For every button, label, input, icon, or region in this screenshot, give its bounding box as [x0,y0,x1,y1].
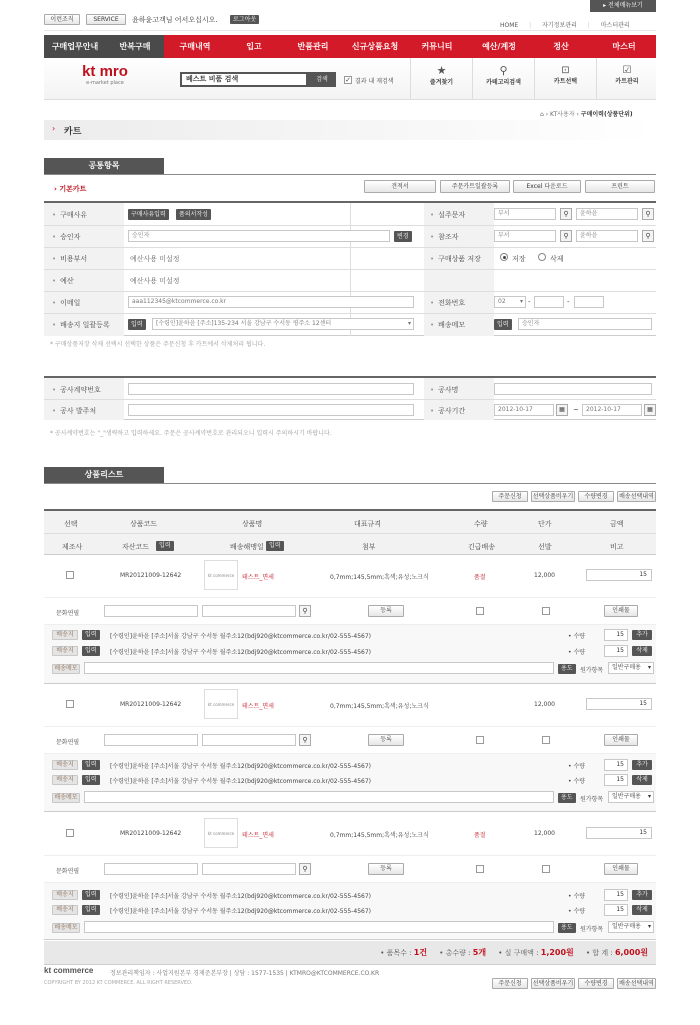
cart-select-label: 카트선택 [553,78,578,85]
approver-label: • 승인자 [52,232,80,242]
designer-name-search-icon[interactable]: ⚲ [642,208,654,220]
col-qty: 수량 [474,520,488,528]
ship-tag: 배송지 [52,890,78,900]
account-label: 원가항목 [580,796,604,803]
asset-code-field[interactable] [104,734,198,746]
product-section-title: 상품리스트 [44,467,164,483]
ship-tag: 배송지 [52,760,78,770]
nav-settlement[interactable]: 정산 [553,42,569,51]
col-note: 비고 [610,543,624,551]
service-tab[interactable]: SERVICE [86,14,126,25]
contract-company-field[interactable] [128,404,414,416]
date-from-field[interactable]: 2012-10-17 [494,404,554,416]
product-thumbnail[interactable]: kt commerce [204,689,238,719]
summary-items-label: • 품목수 : [380,949,412,957]
urgent-checkbox[interactable] [476,865,484,873]
row-select-checkbox[interactable] [66,829,74,837]
ship-qty-field[interactable]: 15 [604,645,628,657]
product-table-header [44,509,656,555]
favorites-label: 즐겨찾기 [429,79,454,86]
col-asset-code: 자산코드 [122,543,150,551]
product-spec: 0,7mm;145,5mm;흑색;유성;노크식 [330,832,429,839]
phone-prefix-value: 02 [498,298,506,305]
date-to-field[interactable]: 2012-10-17 [582,404,642,416]
calendar-icon[interactable]: ▦ [556,404,568,416]
maker-label: 문화연필 [56,739,80,746]
site-tab[interactable]: 이런조직 [44,14,80,25]
contract-company-label: • 공사 발주처 [52,406,96,416]
ship-qty-label: • 수량 [568,763,586,770]
ref-name-search-icon[interactable]: ⚲ [642,230,654,242]
ship-tag: 배송지 [52,905,78,915]
summary-total-label: • 합 계 : [586,949,613,957]
unit-price: 12,000 [534,701,555,708]
col-code: 상품코드 [130,520,158,528]
approval-doc-button[interactable]: 품의서작성 [176,209,211,220]
col-name: 상품명 [242,520,263,528]
home-icon: ⌂ [540,111,544,118]
search-icon[interactable]: ⚲ [299,863,311,875]
addr-input-button[interactable]: 입력 [128,319,146,330]
account-select[interactable] [608,791,654,803]
ref-dept-field[interactable]: 부서 [494,230,556,242]
ship-address: [수령인]윤하윤 [주소]서울 강남구 수서동 월주소12(bdj920@ktcommerce.co.kr/02-555-4567) [110,649,372,656]
nav-master[interactable]: 마스터 [612,42,636,51]
col-choice: 선발 [538,543,552,551]
chevron-down-icon: ▾ [647,793,651,800]
account-select[interactable] [608,921,654,933]
print-button[interactable]: 프린트 [585,180,655,193]
magnifier-icon: ⚲ [499,64,508,77]
budget-label: • 예산 [52,276,74,286]
account-tag: 용도 [558,923,576,933]
designer-label: • 설주문자 [430,210,465,220]
product-row [44,556,656,684]
calendar-icon[interactable]: ▦ [644,404,656,416]
ship-qty-label: • 수량 [568,649,586,656]
chevron-down-icon: ▾ [647,664,651,671]
search-icon[interactable]: ⚲ [299,734,311,746]
summary-bar [44,941,656,965]
search-button[interactable]: 검색 [308,72,336,87]
col-amount: 금액 [610,520,624,528]
breadcrumb-item-2[interactable]: 구매이력(상품단위) [580,111,633,118]
nav-receipt[interactable]: 입고 [246,42,262,51]
product-thumbnail[interactable]: kt commerce [204,818,238,848]
cost-dept-value: 예산사용 미설정 [130,255,180,263]
summary-items-value: 1건 [413,948,428,957]
category-search-button[interactable] [473,58,535,99]
choice-checkbox[interactable] [542,736,550,744]
ship-qty-field[interactable]: 15 [604,904,628,916]
delete-radio-label: 삭제 [550,255,564,263]
asset-code-field[interactable] [104,605,198,617]
search-input[interactable]: 베스트 비품 검색 [180,72,308,87]
contract-form: • 공사계약번호 • 공사명 • 공사 발주처 • 공사기간 2012-10-17 ▦ ~ 2012-10-17 ▦ [44,376,656,420]
empty-selected-button[interactable]: 선택상품비우기 [532,493,574,500]
ship-address: [수령인]윤하윤 [주소]서울 강남구 수서동 월주소12(bdj920@ktcommerce.co.kr/02-555-4567) [110,763,372,770]
delete-radio[interactable] [538,253,546,261]
phone-mid-field[interactable] [534,296,564,308]
designer-dept-field[interactable]: 부서 [494,208,556,220]
qty-change-button[interactable]: 수량변경 [578,978,614,989]
order-request-button[interactable]: 주문신청 [492,978,528,989]
logo[interactable] [80,64,130,86]
contract-name-field[interactable] [494,383,652,395]
attach-register-button[interactable]: 등록 [368,734,404,746]
ship-address: [수령인]윤하윤 [주소]서울 강남구 수서동 월주소12(bdj920@ktcommerce.co.kr/02-555-4567) [110,633,372,640]
cart-icon: ⊡ [561,65,570,76]
ship-qty-field[interactable]: 15 [604,759,628,771]
logout-button[interactable]: 로그아웃 [230,15,259,24]
footer-copyright: COPYRIGHT BY 2012 KT COMMERCE. ALL RIGHT RESERVED. [44,980,193,986]
purchase-reason-input-button[interactable]: 구매사유입력 [128,209,169,220]
nav-history[interactable]: 구매내역 [179,42,211,51]
col-attach: 첨부 [362,543,376,551]
empty-selected-button[interactable]: 선택상품비우기 [532,980,574,987]
choice-checkbox[interactable] [542,607,550,615]
category-search-label: 카테고리검색 [486,79,521,86]
print-material-button[interactable]: 인쇄물 [604,734,638,746]
nav-return[interactable]: 반품관리 [297,42,329,51]
product-code: MR20121009-12642 [120,572,182,579]
ship-qty-field[interactable]: 15 [604,629,628,641]
email-label: • 이메일 [52,298,80,308]
addr-select[interactable] [152,318,414,330]
memo-tag: 배송메모 [52,664,80,674]
common-form: • 구매사유 구매사유입력 품의서작성 • 설주문자 부서 ⚲ 윤하윤 ⚲ • 승인자 승인자 변경 • 참조자 부서 ⚲ 윤하윤 ⚲ • 비용부서 예산사용 미설정 • 구매상품 저장 저장 삭제 • 예산 예산사용 미설정 • 이메일 aaa112345@ktcommerce.co.kr • 전화번호 02 ▾ - - • 배송지 일괄등록 입력 [수령인]윤하윤 [주소]135-234 서울 강남구 수서동 평주소 12센터 ▾ • 배송메모 입력 승인자 [44,201,656,336]
ship-memo-field[interactable] [84,791,554,803]
summary-total-value: 6,000원 [614,948,648,957]
row-select-checkbox[interactable] [66,571,74,579]
chevron-down-icon: ▾ [407,320,411,327]
product-spec: 0,7mm;145,5mm;흑색;유성;노크식 [330,574,429,581]
purchase-reason-label: • 구매사유 [52,210,87,220]
quote-button[interactable]: 견적서 [364,180,436,193]
ship-qty-field[interactable]: 15 [604,774,628,786]
master-link[interactable]: 마스터관리 [600,22,630,29]
delivery-date-field[interactable] [202,605,296,617]
breadcrumb-item-1[interactable]: KT사용자 [550,111,575,118]
ship-tag: 배송지 [52,775,78,785]
col-select: 선택 [64,520,78,528]
col-price: 단가 [538,520,552,528]
delivery-date-field[interactable] [202,863,296,875]
product-thumbnail[interactable]: kt commerce [204,560,238,590]
save-label: • 구매상품 저장 [430,254,481,264]
attach-register-button[interactable]: 등록 [368,605,404,617]
cart-select-button[interactable] [535,58,597,99]
ref-dept-search-icon[interactable]: ⚲ [560,230,572,242]
menu-all-label: 전체메뉴보기 [608,2,643,9]
ship-qty-label: • 수량 [568,908,586,915]
ship-input-button[interactable]: 입력 [82,775,100,785]
ship-address: [수령인]윤하윤 [주소]서울 강남구 수서동 월주소12(bdj920@ktcommerce.co.kr/02-555-4567) [110,778,372,785]
ship-qty-label: • 수량 [568,893,586,900]
nav-budget[interactable]: 예산/계정 [482,42,516,51]
account-select-value: 일반구매용 [612,793,641,800]
product-row [44,686,656,812]
summary-qty-value: 5개 [472,948,487,957]
search-in-result-checkbox[interactable]: ✓ [345,76,351,84]
chevron-down-icon: ▾ [519,298,523,305]
product-name[interactable]: 테스트_면세 [242,832,274,839]
col-spec: 대표규격 [354,520,382,528]
order-request-button[interactable]: 주문신청 [492,491,528,502]
ship-input-button[interactable]: 입력 [82,905,100,915]
product-spec: 0,7mm;145,5mm;흑색;유성;노크식 [330,703,429,710]
common-section-title: 공통항목 [44,158,164,174]
product-name[interactable]: 테스트_면세 [242,574,274,581]
product-name[interactable]: 테스트_면세 [242,703,274,710]
delivery-date-field[interactable] [202,734,296,746]
approver-change-button[interactable]: 변경 [394,231,412,242]
asset-code-input-button[interactable]: 입력 [156,541,174,551]
phone-last-field[interactable] [574,296,604,308]
approver-field[interactable]: 승인자 [128,230,390,242]
contract-note: * 공사계약번호는 "_"생략하고 입력하세요. 주문은 공사계약번호로 관리되오니 입력시 주의하시기 바랍니다. [50,430,332,437]
basic-cart-text: 기본카트 [59,185,87,193]
home-link[interactable]: HOME [500,22,519,29]
memo-tag: 배송메모 [52,923,80,933]
account-tag: 용도 [558,793,576,803]
account-select-value: 일반구매용 [612,923,641,930]
memo-input-button[interactable]: 입력 [494,319,512,330]
email-field[interactable]: aaa112345@ktcommerce.co.kr [128,296,414,308]
summary-amount-label: • 실 구매액 : [498,949,539,957]
account-select-value: 일반구매용 [612,664,641,671]
amount-qty-field[interactable]: 15 [586,827,652,839]
cart-manage-button[interactable] [597,58,657,99]
ship-select-history-button[interactable]: 배송선택내역 [617,491,656,502]
star-icon: ★ [436,64,447,77]
ship-input-button[interactable]: 입력 [82,760,100,770]
ship-input-button[interactable]: 입력 [82,630,100,640]
nav-community[interactable]: 커뮤니티 [421,42,453,51]
urgent-checkbox[interactable] [476,607,484,615]
memo-tag: 배송메모 [52,793,80,803]
memo-field[interactable]: 승인자 [518,318,652,330]
ship-add-button[interactable]: 추가 [632,890,652,900]
ship-add-button[interactable]: 추가 [632,630,652,640]
delivery-date-input-button[interactable]: 입력 [266,541,284,551]
status-badge: 품절 [474,832,486,839]
product-code: MR20121009-12642 [120,701,182,708]
print-material-button[interactable]: 인쇄물 [604,605,638,617]
nav-repeat[interactable]: 반복구매 [106,35,164,58]
nav-new-request[interactable]: 신규상품요청 [351,42,399,51]
ship-add-button[interactable]: 추가 [632,760,652,770]
product-code: MR20121009-12642 [120,830,182,837]
breadcrumb: ⌂ › KT사용자 › 구매이력(상품단위) [540,111,633,118]
excel-download-button[interactable]: Excel 다운로드 [513,180,581,193]
ship-delete-button[interactable]: 삭제 [632,646,652,656]
ship-memo-field[interactable] [84,921,554,933]
contract-no-label: • 공사계약번호 [52,385,101,395]
menu-all-button[interactable]: ▸ 전체메뉴보기 [590,0,656,12]
ship-input-button[interactable]: 입력 [82,890,100,900]
greeting: 윤하윤고객님 어서오십시오. [132,16,218,24]
favorites-button[interactable] [411,58,473,99]
page-title: 카트 [64,127,82,137]
urgent-checkbox[interactable] [476,736,484,744]
ship-qty-field[interactable]: 15 [604,889,628,901]
status-badge: 품절 [474,574,486,581]
common-note: * 구매상품저장 삭제 선택시 선택한 상품은 주문신청 후 카트에서 삭제처리 됩니다. [50,341,266,348]
my-info-link[interactable]: 자기정보관리 [542,22,577,29]
checklist-icon: ☑ [622,65,632,76]
account-label: 원가항목 [580,926,604,933]
ship-qty-label: • 수량 [568,778,586,785]
ref-name-field[interactable]: 윤하윤 [576,230,638,242]
memo-label: • 배송메모 [430,320,465,330]
addr-select-value: [수령인]윤하윤 [주소]135-234 서울 강남구 수서동 평주소 12센터 [156,320,332,327]
unit-price: 12,000 [534,572,555,579]
product-row [44,814,656,940]
summary-qty-label: • 총수량 : [439,949,471,957]
search-icon[interactable]: ⚲ [299,605,311,617]
ship-address: [수령인]윤하윤 [주소]서울 강남구 수서동 월주소12(bdj920@ktcommerce.co.kr/02-555-4567) [110,893,372,900]
asset-code-field[interactable] [104,863,198,875]
col-urgent: 긴급배송 [468,543,496,551]
account-label: 원가항목 [580,667,604,674]
contract-period-label: • 공사기간 [430,406,465,416]
budget-value: 예산사용 미설정 [130,277,180,285]
unit-price: 12,000 [534,830,555,837]
ship-address: [수령인]윤하윤 [주소]서울 강남구 수서동 월주소12(bdj920@ktcommerce.co.kr/02-555-4567) [110,908,372,915]
cost-dept-label: • 비용부서 [52,254,87,264]
main-nav [44,35,656,58]
contract-name-label: • 공사명 [430,385,458,395]
qty-change-button[interactable]: 수량변경 [578,491,614,502]
choice-checkbox[interactable] [542,865,550,873]
cart-manage-label: 카트관리 [615,78,639,85]
phone-prefix-select[interactable] [494,296,526,308]
col-maker: 제조사 [62,543,83,551]
ship-delete-button[interactable]: 삭제 [632,775,652,785]
ship-qty-label: • 수량 [568,633,586,640]
footer-logo: kt commerce [44,966,94,975]
save-radio[interactable] [500,253,508,261]
amount-qty-field[interactable]: 15 [586,698,652,710]
title-arrow-icon: › [52,124,56,133]
summary-amount-value: 1,200원 [540,948,574,957]
search-in-result-label: 결과 내 재검색 [355,78,394,85]
bulk-register-button[interactable]: 주문카트일괄등록 [440,180,510,193]
row-select-checkbox[interactable] [66,700,74,708]
logo-sub: e-market place [86,80,124,86]
account-tag: 용도 [558,664,576,674]
phone-label: • 전화번호 [430,298,465,308]
amount-qty-field[interactable]: 15 [586,569,652,581]
chevron-down-icon: ▾ [647,923,651,930]
maker-label: 문화연필 [56,868,80,875]
footer-info: 정보관리책임자 : 사업지원본부 경제준본부장 | 상담 : 1577-1535 | KTMRO@KTCOMMERCE.CO.KR [110,970,380,977]
ship-tag: 배송지 [52,646,78,656]
contract-no-field[interactable] [128,383,414,395]
logo-main: kt mro [82,63,128,80]
designer-dept-search-icon[interactable]: ⚲ [560,208,572,220]
account-select[interactable] [608,662,654,674]
addr-label: • 배송지 일괄등록 [52,320,110,330]
ship-tag: 배송지 [52,630,78,640]
ship-select-history-button[interactable]: 배송선택내역 [617,978,656,989]
maker-label: 문화연필 [56,610,80,617]
ref-label: • 참조자 [430,232,458,242]
designer-name-field[interactable]: 윤하윤 [576,208,638,220]
ship-input-button[interactable]: 입력 [82,646,100,656]
basic-cart-label: › 기본카트 [54,185,87,193]
attach-register-button[interactable]: 등록 [368,863,404,875]
col-delivery-date: 배송해맹일 [230,543,264,551]
print-material-button[interactable]: 인쇄물 [604,863,638,875]
ship-delete-button[interactable]: 삭제 [632,905,652,915]
save-radio-label: 저장 [512,255,526,263]
ship-memo-field[interactable] [84,662,554,674]
nav-guide[interactable]: 구매업무안내 [44,35,106,58]
